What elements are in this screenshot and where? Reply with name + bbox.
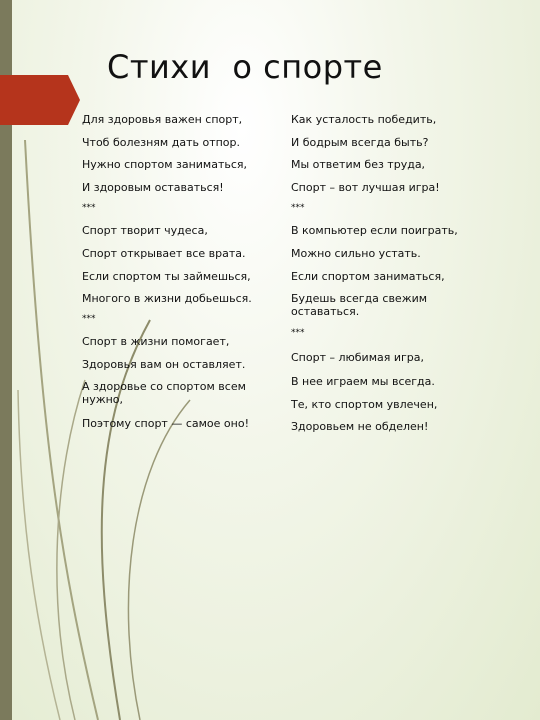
poem-line: Поэтому спорт — самое оно! [82, 417, 249, 430]
poem-line: Здоровья вам он оставляет. [82, 358, 246, 371]
poem-line: В нее играем мы всегда. [291, 375, 435, 388]
poem-line: Спорт в жизни помогает, [82, 335, 230, 348]
poem-line: Спорт – любимая игра, [291, 351, 425, 364]
poem-line: Если спортом ты займешься, [82, 270, 251, 283]
poem-line: Как усталость победить, [291, 113, 437, 126]
poem-line: Спорт – вот лучшая игра! [291, 181, 440, 194]
stanza-separator: *** [82, 314, 96, 324]
poem-line: И здоровым оставаться! [82, 181, 224, 194]
poem-line: Нужно спортом заниматься, [82, 158, 248, 171]
red-title-marker [0, 75, 80, 125]
stanza-separator: *** [82, 203, 96, 213]
poem-line: Для здоровья важен спорт, [82, 113, 243, 126]
page-title: Стихи о спорте [107, 48, 383, 86]
poem-line: Мы ответим без труда, [291, 158, 426, 171]
poem-line: Многого в жизни добьешься. [82, 292, 252, 305]
poem-line: Будешь всегда свежим оставаться. [291, 292, 428, 318]
stanza-separator: *** [291, 203, 305, 213]
poem-line: Здоровьем не обделен! [291, 420, 429, 433]
poem-line: В компьютер если поиграть, [291, 224, 458, 237]
poem-line: И бодрым всегда быть? [291, 136, 429, 149]
poem-line: Если спортом заниматься, [291, 270, 445, 283]
poem-line: Спорт открывает все врата. [82, 247, 246, 260]
poem-line: Те, кто спортом увлечен, [291, 398, 438, 411]
poem-line: Чтоб болезням дать отпор. [82, 136, 240, 149]
poem-line: А здоровье со спортом всем нужно, [82, 380, 246, 406]
stanza-separator: *** [291, 328, 305, 338]
poem-line: Можно сильно устать. [291, 247, 421, 260]
poem-line: Спорт творит чудеса, [82, 224, 208, 237]
